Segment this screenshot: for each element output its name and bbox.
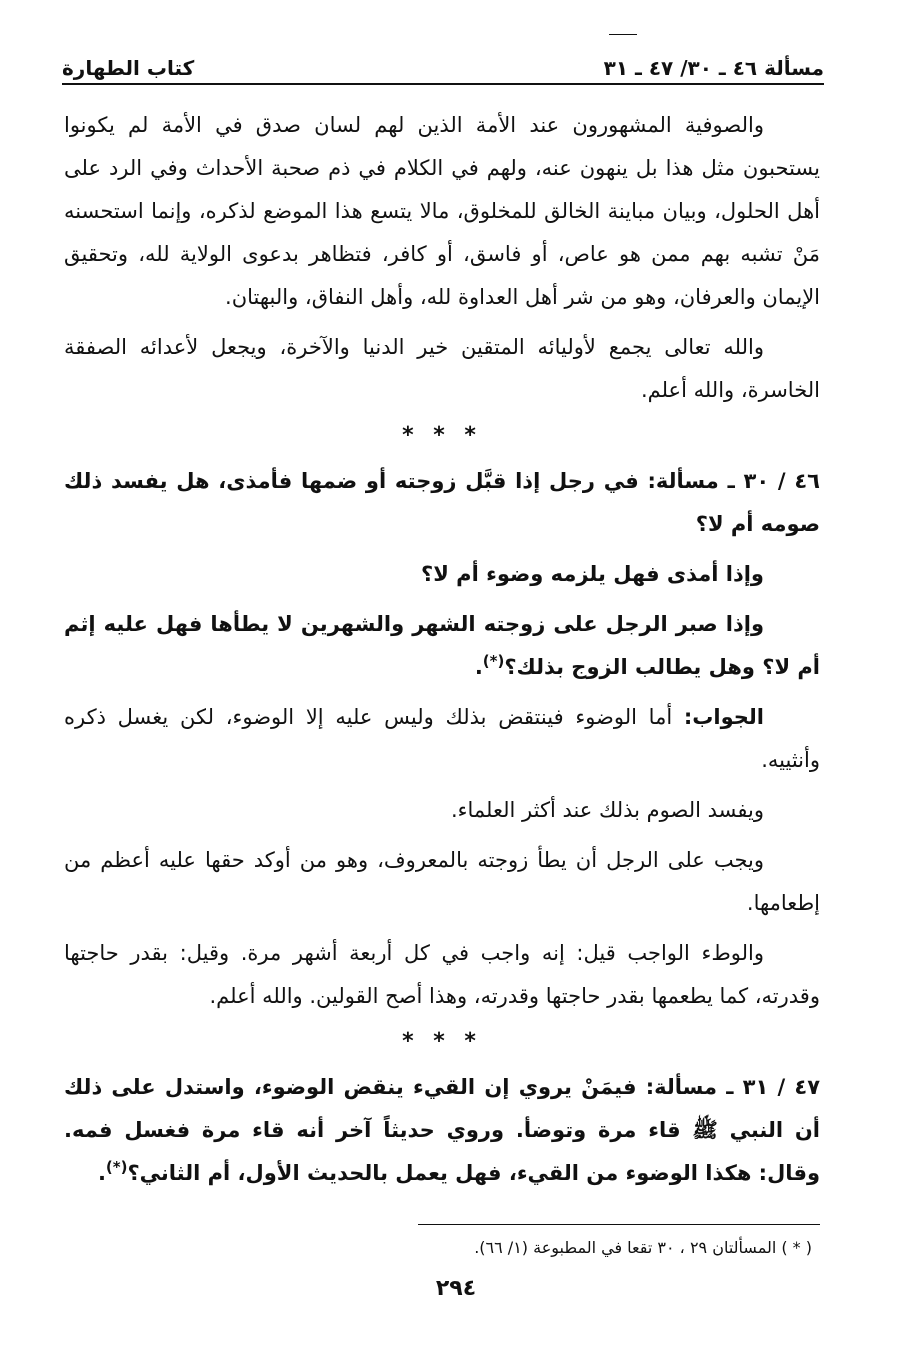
question-46-label: مسألة: <box>647 469 719 493</box>
question-46-part-3 <box>64 603 820 689</box>
question-46-part-3-text: وإذا صبر الرجل على زوجته الشهر والشهرين لا يطأها فهل عليه إثم أم لا؟ وهل يطالب الزوج بذلك؟ <box>64 612 820 679</box>
page-body <box>64 104 820 1202</box>
answer-46 <box>64 696 820 782</box>
answer-label: الجواب: <box>683 705 764 729</box>
question-47 <box>64 1066 820 1195</box>
footnote-marker: (*) <box>482 652 505 670</box>
header-section-title: كتاب الطهارة <box>62 56 195 80</box>
section-divider: * * * <box>402 423 482 448</box>
question-47-end: . <box>97 1161 106 1185</box>
header-overline <box>609 34 637 35</box>
footnote-rule <box>418 1224 820 1225</box>
answer-46-paragraph-3: ويجب على الرجل أن يطأ زوجته بالمعروف، وهو من أوكد حقها عليه أعظم من إطعامها. <box>64 848 820 915</box>
section-divider: * * * <box>402 1029 482 1054</box>
question-46-number: ٤٦ / ٣٠ ـ <box>727 469 820 493</box>
running-header <box>62 40 824 80</box>
question-46-part-2: وإذا أمذى فهل يلزمه وضوء أم لا؟ <box>421 562 764 586</box>
footnote-marker: (*) <box>105 1158 128 1176</box>
question-46-text: في رجل إذا قبَّل زوجته أو ضمها فأمذى، هل يفسد ذلك صومه أم لا؟ <box>64 469 820 536</box>
header-rule <box>62 83 824 85</box>
header-question-range: مسألة ٤٦ ـ ٣٠/ ٤٧ ـ ٣١ <box>603 56 824 80</box>
paragraph-closing-prayer: والله تعالى يجمع لأوليائه المتقين خير الدنيا والآخرة، ويجعل لأعدائه الصفقة الخاسرة، والله أعلم. <box>64 335 820 402</box>
paragraph-sufism: والصوفية المشهورون عند الأمة الذين لهم لسان صدق في الأمة لم يكونوا يستحبون مثل هذا بل ينهون عنه، ولهم في الكلام في ذم صحبة الأحداث وفي الرد على أهل الحلول، وبيان مباينة الخالق للمخلوق، مالا يتسع هذا الموضع لذكره، وإنما استحسنه مَنْ تشبه بهم ممن هو عاص، أو فاسق، أو كافر، فتظاهر بدعوى الولاية لله، وتحقيق الإيمان والعرفان، وهو من شر أهل العداوة لله، وأهل النفاق، والبهتان. <box>64 113 820 309</box>
question-47-label: مسألة: <box>645 1075 717 1099</box>
page-number: ٢٩٤ <box>435 1276 477 1301</box>
footnote: ( * ) المسألتان ٢٩ ، ٣٠ تقعا في المطبوعة (١/ ٦٦). <box>474 1238 812 1257</box>
question-46 <box>64 460 820 546</box>
question-47-text: فيمَنْ يروي إن القيء ينقض الوضوء، واستدل على ذلك أن النبي ﷺ قاء مرة وتوضأ. وروي حديثاً آخر أنه قاء مرة فغسل فمه. وقال: هكذا الوضوء من القيء، فهل يعمل بالحديث الأول، أم الثاني؟ <box>64 1075 820 1185</box>
question-47-number: ٤٧ / ٣١ ـ <box>726 1075 821 1099</box>
answer-46-paragraph-4: والوطء الواجب قيل: إنه واجب في كل أربعة أشهر مرة. وقيل: بقدر حاجتها وقدرته، كما يطعمها بقدر حاجتها وقدرته، وهذا أصح القولين. والله أعلم. <box>64 941 820 1008</box>
answer-46-text: أما الوضوء فينتقض بذلك وليس عليه إلا الوضوء، لكن يغسل ذكره وأنثييه. <box>64 705 820 772</box>
question-46-end: . <box>474 655 483 679</box>
answer-46-paragraph-2: ويفسد الصوم بذلك عند أكثر العلماء. <box>450 798 764 822</box>
